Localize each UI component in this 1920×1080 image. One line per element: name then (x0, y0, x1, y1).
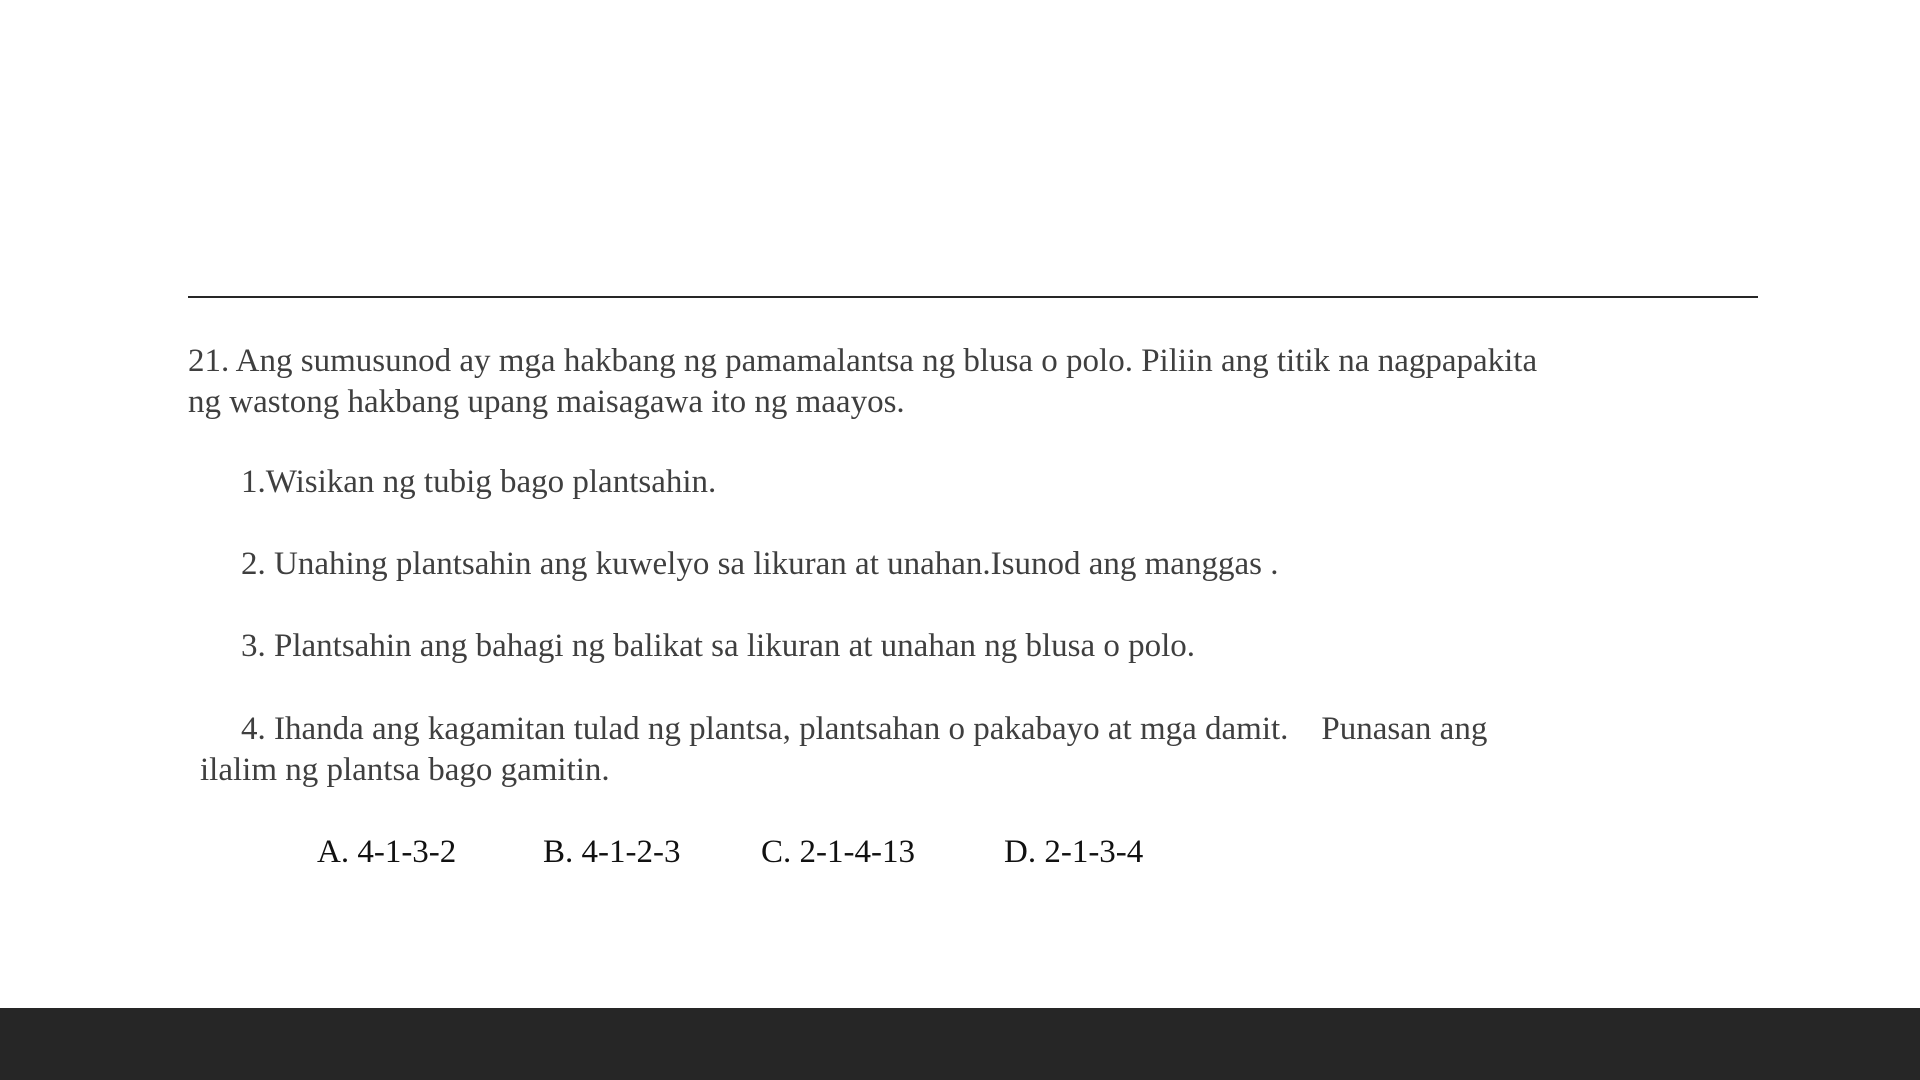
choice-c: C. 2-1-4-13 (761, 834, 915, 870)
footer-bar (0, 1008, 1920, 1080)
choice-b: B. 4-1-2-3 (543, 834, 681, 870)
step-4-continuation: ilalim ng plantsa bago gamitin. (200, 752, 610, 788)
step-1: 1.Wisikan ng tubig bago plantsahin. (241, 464, 717, 500)
question-line-2: ng wastong hakbang upang maisagawa ito ng maayos. (188, 384, 905, 420)
step-3: 3. Plantsahin ang bahagi ng balikat sa likuran at unahan ng blusa o polo. (241, 628, 1196, 664)
step-4: 4. Ihanda ang kagamitan tulad ng plantsa, plantsahan o pakabayo at mga damit. Punasan ang (241, 711, 1488, 747)
question-text (188, 341, 1537, 423)
title-divider-line (188, 296, 1758, 298)
choice-a: A. 4-1-3-2 (317, 834, 457, 870)
choice-d: D. 2-1-3-4 (1004, 834, 1144, 870)
question-line-1: 21. Ang sumusunod ay mga hakbang ng pamamalantsa ng blusa o polo. Piliin ang titik na nagpapakita (188, 343, 1538, 379)
step-2: 2. Unahing plantsahin ang kuwelyo sa likuran at unahan.Isunod ang manggas . (241, 546, 1279, 582)
